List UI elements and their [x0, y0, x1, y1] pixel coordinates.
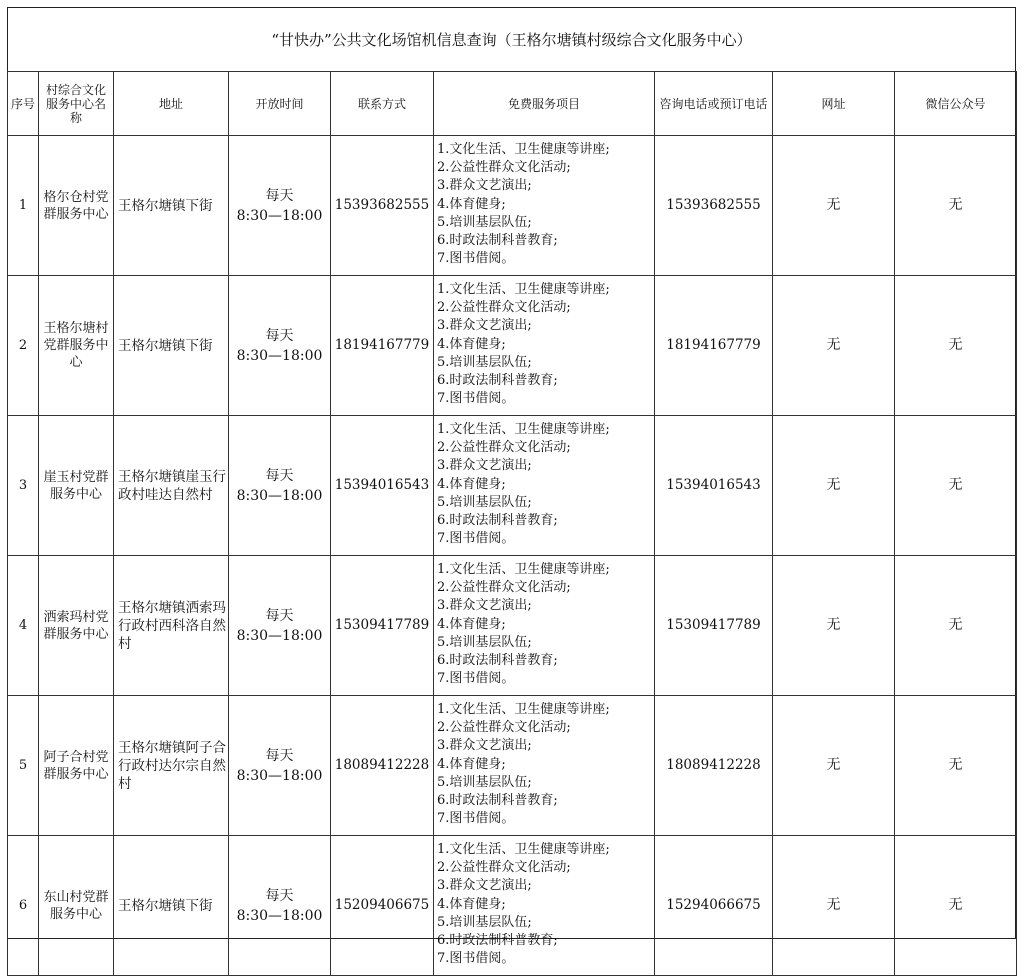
header-no: 序号: [8, 72, 39, 136]
cell-wechat: 无: [895, 136, 1017, 276]
header-address: 地址: [114, 72, 229, 136]
cell-address: 王格尔塘镇下街: [114, 836, 229, 976]
service-item: 1.文化生活、卫生健康等讲座;: [437, 562, 610, 577]
cell-services: [434, 276, 655, 416]
cell-contact: 18089412228: [331, 696, 434, 836]
info-table: [7, 71, 1017, 976]
cell-services: [434, 416, 655, 556]
cell-website: 无: [773, 276, 895, 416]
document-sheet: [7, 7, 1016, 967]
service-item: 7.图书借阅。: [437, 531, 515, 547]
service-item: 1.文化生活、卫生健康等讲座;: [437, 422, 610, 437]
service-item: 4.体育健身;: [437, 756, 506, 772]
cell-hours: [229, 836, 331, 976]
hours-range: 8:30—18:00: [236, 207, 323, 224]
hours-label: 每天: [265, 187, 294, 204]
cell-address: 王格尔塘镇下街: [114, 276, 229, 416]
cell-wechat: 无: [895, 836, 1017, 976]
table-row: [8, 416, 1017, 556]
cell-wechat: 无: [895, 416, 1017, 556]
cell-services: [434, 136, 655, 276]
cell-no: 6: [8, 836, 39, 976]
service-item: 6.时政法制科普教育;: [437, 933, 558, 949]
cell-services: [434, 696, 655, 836]
service-item: 1.文化生活、卫生健康等讲座;: [437, 142, 610, 157]
cell-no: 5: [8, 696, 39, 836]
service-item: 3.群众文艺演出;: [437, 178, 532, 194]
service-item: 1.文化生活、卫生健康等讲座;: [437, 702, 610, 717]
cell-phone: 15294066675: [655, 836, 773, 976]
service-item: 7.图书借阅。: [437, 671, 515, 687]
service-item: 7.图书借阅。: [437, 951, 515, 967]
header-services: 免费服务项目: [434, 72, 655, 136]
cell-services: [434, 556, 655, 696]
service-item: 5.培训基层队伍;: [437, 634, 532, 650]
table-row: [8, 556, 1017, 696]
service-item: 6.时政法制科普教育;: [437, 373, 558, 389]
cell-website: 无: [773, 556, 895, 696]
service-item: 2.公益性群众文化活动;: [437, 720, 571, 736]
service-item: 3.群众文艺演出;: [437, 458, 532, 474]
service-item: 2.公益性群众文化活动;: [437, 580, 571, 596]
service-item: 1.文化生活、卫生健康等讲座;: [437, 842, 610, 857]
cell-website: 无: [773, 696, 895, 836]
table-row: [8, 836, 1017, 976]
hours-label: 每天: [265, 747, 294, 764]
cell-center-name: 王格尔塘村党群服务中心: [39, 276, 114, 416]
service-item: 7.图书借阅。: [437, 811, 515, 827]
service-item: 6.时政法制科普教育;: [437, 793, 558, 809]
header-website: 网址: [773, 72, 895, 136]
cell-center-name: 洒索玛村党群服务中心: [39, 556, 114, 696]
table-row: [8, 136, 1017, 276]
hours-range: 8:30—18:00: [236, 627, 323, 644]
hours-range: 8:30—18:00: [236, 487, 323, 504]
cell-address: 王格尔塘镇下街: [114, 136, 229, 276]
service-item: 4.体育健身;: [437, 336, 506, 352]
service-item: 6.时政法制科普教育;: [437, 653, 558, 669]
cell-contact: 18194167779: [331, 276, 434, 416]
service-item: 2.公益性群众文化活动;: [437, 300, 571, 316]
header-phone: 咨询电话或预订电话: [655, 72, 773, 136]
hours-range: 8:30—18:00: [236, 767, 323, 784]
hours-label: 每天: [265, 607, 294, 624]
service-item: 3.群众文艺演出;: [437, 878, 532, 894]
table-row: [8, 276, 1017, 416]
table-body: [8, 136, 1017, 976]
cell-hours: [229, 416, 331, 556]
header-row: [8, 72, 1017, 136]
cell-hours: [229, 696, 331, 836]
cell-wechat: 无: [895, 556, 1017, 696]
service-item: 4.体育健身;: [437, 476, 506, 492]
hours-range: 8:30—18:00: [236, 907, 323, 924]
cell-no: 4: [8, 556, 39, 696]
cell-contact: 15309417789: [331, 556, 434, 696]
cell-center-name: 崖玉村党群服务中心: [39, 416, 114, 556]
service-item: 5.培训基层队伍;: [437, 214, 532, 230]
service-item: 3.群众文艺演出;: [437, 598, 532, 614]
hours-range: 8:30—18:00: [236, 347, 323, 364]
service-item: 3.群众文艺演出;: [437, 318, 532, 334]
cell-center-name: 东山村党群服务中心: [39, 836, 114, 976]
service-item: 6.时政法制科普教育;: [437, 513, 558, 529]
cell-hours: [229, 136, 331, 276]
table-row: [8, 696, 1017, 836]
service-item: 2.公益性群众文化活动;: [437, 160, 571, 176]
cell-website: 无: [773, 136, 895, 276]
header-wechat: 微信公众号: [895, 72, 1017, 136]
cell-phone: 18194167779: [655, 276, 773, 416]
service-item: 4.体育健身;: [437, 616, 506, 632]
service-item: 5.培训基层队伍;: [437, 354, 532, 370]
cell-wechat: 无: [895, 696, 1017, 836]
service-item: 4.体育健身;: [437, 896, 506, 912]
cell-address: 王格尔塘镇洒索玛行政村西科洛自然村: [114, 556, 229, 696]
cell-phone: 18089412228: [655, 696, 773, 836]
service-item: 1.文化生活、卫生健康等讲座;: [437, 282, 610, 297]
header-hours: 开放时间: [229, 72, 331, 136]
cell-phone: 15394016543: [655, 416, 773, 556]
cell-center-name: 阿子合村党群服务中心: [39, 696, 114, 836]
service-item: 5.培训基层队伍;: [437, 914, 532, 930]
cell-wechat: 无: [895, 276, 1017, 416]
cell-no: 3: [8, 416, 39, 556]
header-center: 村综合文化服务中心名称: [39, 72, 114, 136]
document-title: “甘快办”公共文化场馆机信息查询（王格尔塘镇村级综合文化服务中心）: [8, 8, 1015, 72]
service-item: 3.群众文艺演出;: [437, 738, 532, 754]
hours-label: 每天: [265, 327, 294, 344]
service-item: 4.体育健身;: [437, 196, 506, 212]
service-item: 7.图书借阅。: [437, 251, 515, 267]
hours-label: 每天: [265, 887, 294, 904]
cell-phone: 15393682555: [655, 136, 773, 276]
service-item: 2.公益性群众文化活动;: [437, 860, 571, 876]
service-item: 5.培训基层队伍;: [437, 494, 532, 510]
cell-hours: [229, 556, 331, 696]
header-contact: 联系方式: [331, 72, 434, 136]
cell-address: 王格尔塘镇阿子合行政村达尔宗自然村: [114, 696, 229, 836]
cell-website: 无: [773, 836, 895, 976]
service-item: 2.公益性群众文化活动;: [437, 440, 571, 456]
cell-no: 2: [8, 276, 39, 416]
cell-services: [434, 836, 655, 976]
hours-label: 每天: [265, 467, 294, 484]
service-item: 7.图书借阅。: [437, 391, 515, 407]
service-item: 6.时政法制科普教育;: [437, 233, 558, 249]
cell-center-name: 格尔仓村党群服务中心: [39, 136, 114, 276]
cell-hours: [229, 276, 331, 416]
cell-contact: 15393682555: [331, 136, 434, 276]
cell-contact: 15394016543: [331, 416, 434, 556]
service-item: 5.培训基层队伍;: [437, 774, 532, 790]
cell-website: 无: [773, 416, 895, 556]
cell-contact: 15209406675: [331, 836, 434, 976]
cell-no: 1: [8, 136, 39, 276]
cell-phone: 15309417789: [655, 556, 773, 696]
cell-address: 王格尔塘镇崖玉行政村哇达自然村: [114, 416, 229, 556]
